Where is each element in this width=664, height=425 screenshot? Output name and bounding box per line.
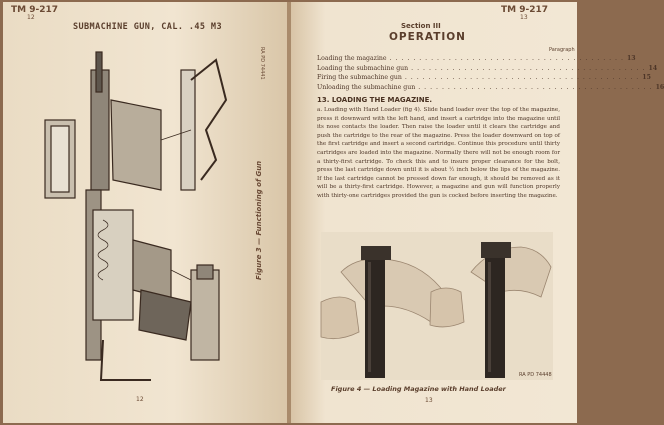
figure-3-code: RA PD 74441: [259, 47, 265, 80]
left-page-header-sub: 12: [27, 14, 35, 21]
figure-4-code: RA PD 74448: [519, 372, 552, 378]
table-of-contents: [317, 54, 664, 92]
left-page-header: TM 9-217: [11, 5, 59, 15]
section-label: Section III: [401, 22, 441, 30]
right-page-header: TM 9-217: [501, 5, 549, 15]
toc-leader: . . . . . . . . . . . . . . . . . . . . . . . . . . . . . . . . . . . . . . . .: [411, 64, 646, 72]
figure-4-caption: Figure 4 — Loading Magazine with Hand Loader: [331, 385, 506, 393]
toc-label: Loading the magazine: [317, 55, 387, 62]
figure-4-photo: [321, 232, 553, 380]
paragraph-heading: 13. LOADING THE MAGAZINE.: [317, 96, 433, 104]
left-page-number: 12: [136, 396, 144, 403]
section-title: OPERATION: [389, 31, 466, 43]
toc-number: 15: [642, 74, 651, 81]
toc-leader: . . . . . . . . . . . . . . . . . . . . . . . . . . . . . . . . . . . . . . . .: [389, 55, 624, 62]
paragraph-column-label: Paragraph: [549, 47, 575, 53]
toc-row: [317, 73, 651, 83]
figure-3-caption: Figure 3 — Functioning of Gun: [255, 160, 263, 280]
right-page-number: 13: [425, 397, 433, 404]
toc-number: 16: [655, 83, 664, 91]
book-spread: [3, 2, 664, 423]
toc-label: Unloading the submachine gun: [317, 83, 416, 91]
toc-row: [317, 64, 658, 74]
toc-number: 13: [626, 55, 636, 62]
right-page: [291, 2, 664, 423]
left-page-title: SUBMACHINE GUN, CAL. .45 M3: [73, 22, 222, 32]
toc-leader: . . . . . . . . . . . . . . . . . . . . . . . . . . . . . . . . . . . . . . . .: [404, 74, 640, 81]
toc-row: [317, 83, 664, 93]
toc-label: Loading the submachine gun: [317, 64, 409, 72]
right-page-header-sub: 13: [520, 14, 528, 21]
figure-3-gun-cutaway: [41, 40, 241, 390]
left-page: [3, 2, 289, 423]
toc-leader: . . . . . . . . . . . . . . . . . . . . . . . . . . . . . . . . . . . . . . . .: [418, 83, 653, 91]
toc-row: [317, 54, 636, 64]
toc-number: 14: [648, 64, 658, 72]
paragraph-body: a. Loading with Hand Loader (fig 4). Slide hand loader over the top of the magazine, press it downward with the left hand, and insert a cartridge into the magazine until its nose contacts the loader. Then raise the loader until it clears the cartridge and push the cartridge to the rear of the magazine. Press the loader downward on top of the first cartridge and insert a second cartridge. Continue this procedure until thirty cartridges are loaded into the magazine. Normally there will not be enough room for a thirty-first cartridge. To check this and to insure proper clearance for the bolt, press the last cartridge down until it is about ½ inch below the lips of the magazine. If the last cartridge cannot be pressed down far enough, it should be removed as it will be a thirty-first cartridge. However, a magazine and gun will function properly with thirty-one cartridges provided the gun is cocked before inserting the magazine.: [317, 107, 560, 199]
toc-label: Firing the submachine gun: [317, 74, 402, 81]
